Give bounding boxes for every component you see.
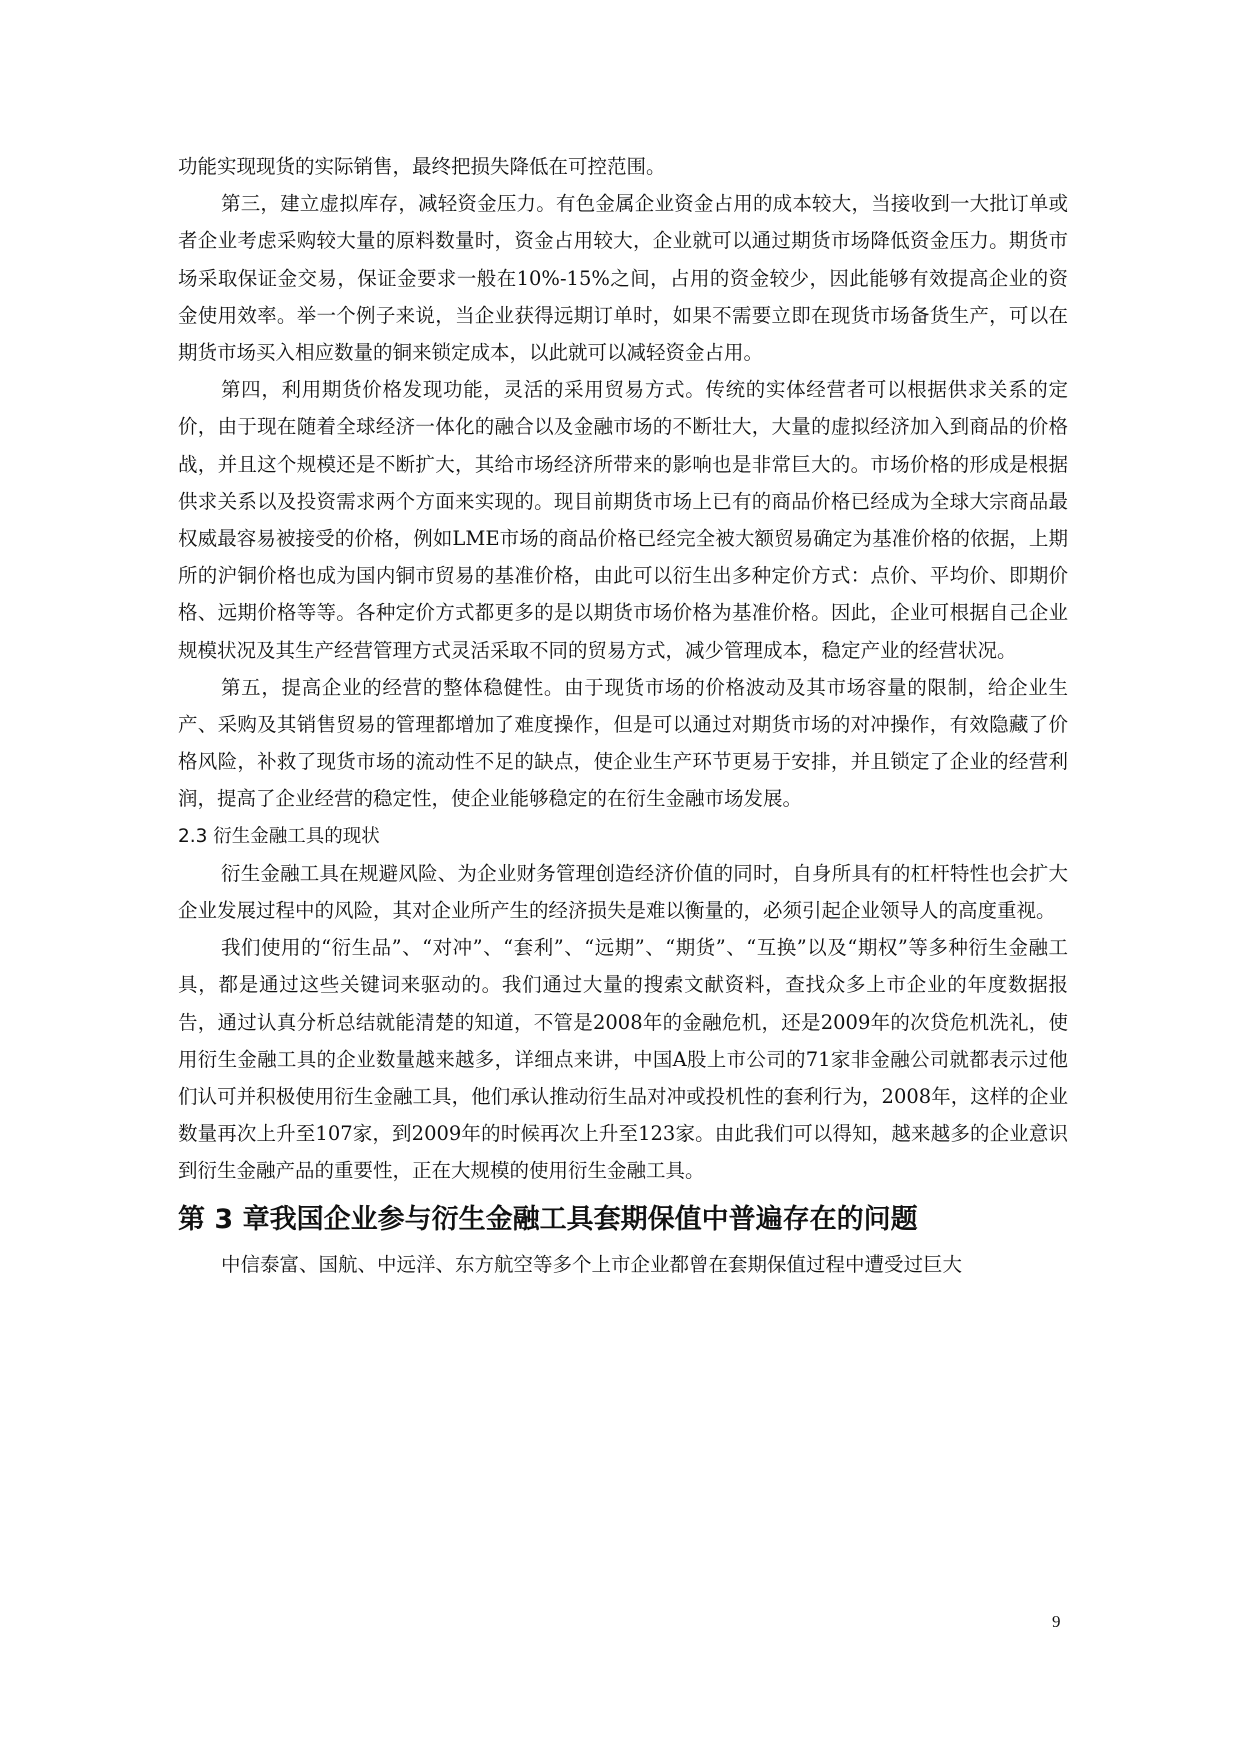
paragraph-chapter-intro: 中信泰富、国航、中远洋、东方航空等多个上市企业都曾在套期保值过程中遭受过巨大 <box>221 1252 963 1276</box>
chapter-heading: 第 3 章我国企业参与衍生金融工具套期保值中普遍存在的问题 <box>178 1203 918 1235</box>
paragraph-status-details: 我们使用的“衍生品”、“对冲”、“套利”、“远期”、“期货”、“互换”以及“期权”等多种衍生金融工具，都是通过这些关键词来驱动的。我们通过大量的搜索文献资料，查找众多上市企业的年度数据报告，通过认真分析总结就能清楚的知道，不管是2008年的金融危机，还是2009年的次贷危机洗礼，使用衍生金融工具的企业数量越来越多，详细点来讲，中国A股上市公司的71家非金融公司就都表示过他们认可并积极使用衍生金融工具，他们承认推动衍生品对冲或投机性的套利行为，2008年，这样的企业数量再次上升至107家，到2009年的时候再次上升至123家。由此我们可以得知，越来越多的企业意识到衍生金融产品的重要性，正在大规模的使用衍生金融工具。 <box>178 936 1068 1183</box>
section-heading: 2.3 衍生金融工具的现状 <box>178 825 380 847</box>
paragraph-third-point: 第三，建立虚拟库存，减轻资金压力。有色金属企业资金占用的成本较大，当接收到一大批订单或者企业考虑采购较大量的原料数量时，资金占用较大，企业就可以通过期货市场降低资金压力。期货市场采取保证金交易，保证金要求一般在10%-15%之间，占用的资金较少，因此能够有效提高企业的资金使用效率。举一个例子来说，当企业获得远期订单时，如果不需要立即在现货市场备货生产，可以在期货市场买入相应数量的铜来锁定成本，以此就可以减轻资金占用。 <box>178 192 1068 365</box>
page-number: 9 <box>1052 1612 1061 1631</box>
paragraph-continuation: 功能实现现货的实际销售，最终把损失降低在可控范围。 <box>178 155 666 178</box>
paragraph-fourth-point: 第四，利用期货价格发现功能，灵活的采用贸易方式。传统的实体经营者可以根据供求关系的定价，由于现在随着全球经济一体化的融合以及金融市场的不断壮大，大量的虚拟经济加入到商品的价格战，并且这个规模还是不断扩大，其给市场经济所带来的影响也是非常巨大的。市场价格的形成是根据供求关系以及投资需求两个方面来实现的。现目前期货市场上已有的商品价格已经成为全球大宗商品最权威最容易被接受的价格，例如LME市场的商品价格已经完全被大额贸易确定为基准价格的依据，上期所的沪铜价格也成为国内铜市贸易的基准价格，由此可以衍生出多种定价方式：点价、平均价、即期价格、远期价格等等。各种定价方式都更多的是以期货市场价格为基准价格。因此，企业可根据自己企业规模状况及其生产经营管理方式灵活采取不同的贸易方式，减少管理成本，稳定产业的经营状况。 <box>178 378 1068 662</box>
paragraph-fifth-point: 第五，提高企业的经营的整体稳健性。由于现货市场的价格波动及其市场容量的限制，给企业生产、采购及其销售贸易的管理都增加了难度操作，但是可以通过对期货市场的对冲操作，有效隐藏了价格风险，补救了现货市场的流动性不足的缺点，使企业生产环节更易于安排，并且锁定了企业的经营利润，提高了企业经营的稳定性，使企业能够稳定的在衍生金融市场发展。 <box>178 675 1068 811</box>
paragraph-status-intro: 衍生金融工具在规避风险、为企业财务管理创造经济价值的同时，自身所具有的杠杆特性也会扩大企业发展过程中的风险，其对企业所产生的经济损失是难以衡量的，必须引起企业领导人的高度重视。 <box>178 861 1068 923</box>
page-body <box>178 148 1068 1283</box>
